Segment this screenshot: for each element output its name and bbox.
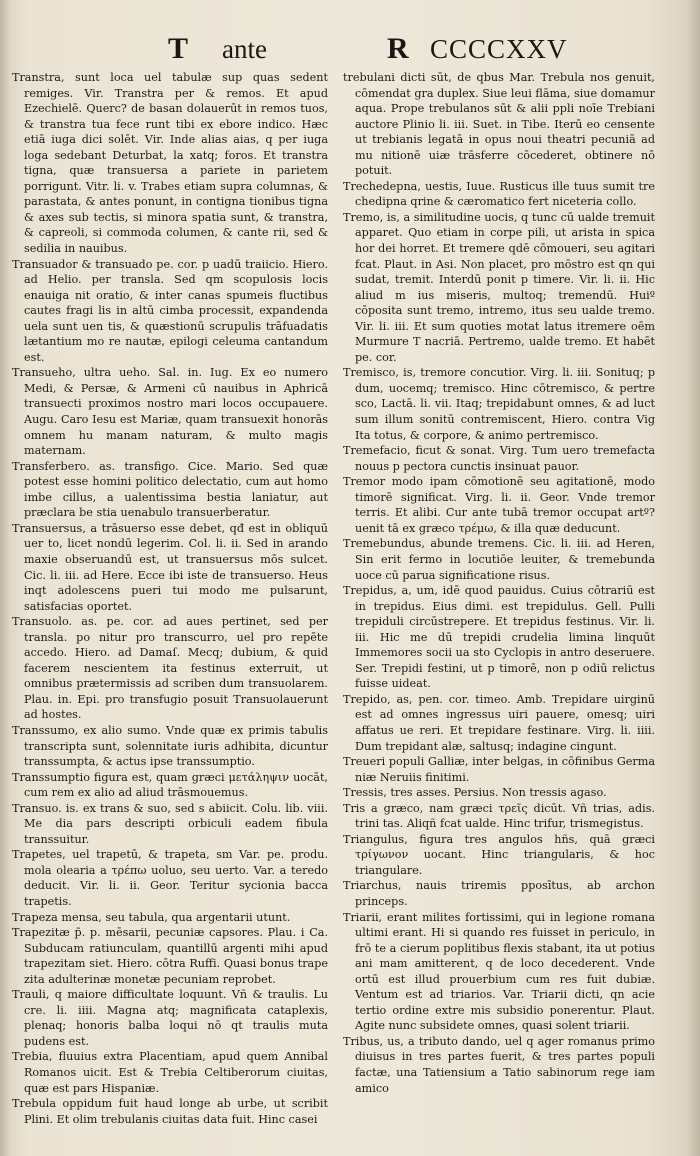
entry-trebia: Trebia, fluuius extra Placentiam, apud quem Annibal Romanos uicit. Est & Trebia Celtiberorum ciuitas, quæ est pars Hispaniæ. [12,1050,328,1095]
entry-trapeza: Trapeza mensa, seu tabula, qua argentarii utunt. [12,910,291,924]
entry-transsumo: Transsumo, ex alio sumo. Vnde quæ ex primis tabulis transcripta sunt, solennitate iuris adhibita, dicuntur transsumpta, & actus ipse transsumptio. [12,723,328,769]
entry-transueho: Transueho, ultra ueho. Sal. in. Iug. Ex eo numero Medi, & Persæ, & Armeni cū nauibus in Aphricā transuecti proximos nostro mari locos occupauere. Augu. Caro Iesu est Mariæ, quam transuexit honorās omnem hu manam naturam, & multo magis maternam. [12,366,328,458]
entry-triarchus: Triarchus, nauis triremis pposītus, ab archon princeps. [343,879,655,908]
running-head-word: ante [222,34,267,64]
entry-transuersus: Transuersus, a trāsuerso esse debet, qđ est in obliquū uer to, licet nondū legerim. Col. li. ii. Sed in arando maxie obseruandū est, ut transuersus mōs sulcet. Cic. li. iii. ad Here. Ecce ibi iste de transuerso. Heus inqt adolescens pueri tui modo me pulsarunt, satisfacias oportet. [12,521,328,613]
right-column [343,70,655,1096]
entry-triarii: Triarii, erant milites fortissimi, qui in legione romana ultimi erant. Hi si quando res fuisset in periculo, in frō te a cierum poplitibus flexis stabant, ita ut potius ani mam amitterent, q de loco decederent. Vnde ortū est illud prouerbium cum res fuit dubiæ. Ventum est ad triarios. Var. Triarii dicti, qn acie tertio ordine extre mis subsidio ponerentur. Plaut. Agite nunc subsidete omnes, quasi solent triarii. [343,910,655,1033]
entry-trechedepna: Trechedepna, uestis, Iuue. Rusticus ille tuus sumit tre chedipna qrine & cæromatico fert niceteria collo. [343,179,655,209]
folio-number: CCCCXXV [430,34,568,64]
page-edge-shadow [686,0,700,1156]
entry-transtra: Transtra, sunt loca uel tabulæ sup quas sedent remiges. Vir. Transtra per & remos. Et apud Ezechielē. Querc? de basan dolauerūt in remos tuos, & transtra tua fece runt tibi ex ebore indico. Hæc etiā iuga dici solēt. Vir. Inde alias aias, q per iuga loga sedebant Deturbat, la xatq; foros. Et transtra tigna, quæ transuersa a pariete in parietem porrigunt. Vitr. li. v. Trabes etiam supra columnas, & parastata, & antes ponunt, in contigna tionibus tigna & axes sub tectis, si minora spatia sunt, & transtra, & capreoli, si commoda columen, & cante rii, sed & sedilia in nauibus. [12,71,328,256]
entry-tris: Tris a græco, nam græci τρεῖς dicūt. Vñ trias, adis. trini tas. Aliqñ fcat ualde. Hinc trifur, trismegistus. [343,801,655,831]
running-head-initial-left: T [168,32,189,65]
entry-tremo: Tremo, is, a similitudine uocis, q tunc cū ualde tremuit apparet. Quo etiam in corpe pili, ut arista in spica hor dei horret. Et tremere qdē cōmoueri, seu agitari fcat. Plaut. in Asi. Non placet, pro mōstro est qn qui sudat, tremit. Interdū ponit p timere. Vir. li. ii. Hic aliud m ius miseris, multoq; tremendū. Huiº cōposita sunt tremo, intremo, itus seu ualde tremo. Vir. li. iii. Et sum quoties motat latus itremere oēm Murmure T nacriā. Pertremo, ualde tremo. Et habēt pe. cor. [343,210,655,364]
entry-trepidus: Trepidus, a, um, idē quod pauidus. Cuius cōtrariū est in trepidus. Eius dimi. est trepidulus. Gell. Pulli trepiduli circūstrepere. Et trepidus festinus. Vir. li. iii. Hic me dū trepidi crudelia limina linquūt Immemores socii ua sto Cyclopis in antro deseruere. Ser. Trepidi festini, ut p timorē, non p odiū relictus fuisse uideat. [343,584,655,691]
running-head [0,32,700,68]
entry-transuo: Transuo. is. ex trans & suo, sed s abiicit. Colu. lib. viii. Me dia pars descripti orbiculi eadem fibula transsuitur. [12,801,328,846]
entry-trebula: Trebula oppidum fuit haud longe ab urbe, ut scribit Plini. Et olim trebulanis ciuitas data fuit. Hinc casei [12,1097,328,1126]
entry-trauli: Trauli, q maiore difficultate loquunt. Vñ & traulis. Lu cre. li. iiii. Magna atq; magnificata cataplexis, plenaq; honoris balba loqui nō qt traulis muta pudens est. [12,988,328,1048]
entry-transuolo: Transuolo. as. pe. cor. ad aues pertinet, sed per transla. po nitur pro transcurro, uel pro repēte accedo. Hiero. ad Damaſ. Mecq; dubium, & quid facerem nescientem ita festinus exterruit, ut omnibus prætermissis ad scriben dum transuolarem. Plau. in. Epi. pro transfugio posuit Transuolauerunt ad hostes. [12,615,328,722]
entry-tremefacio: Tremefacio, ficut & sonat. Virg. Tum uero tremefacta nouus p pectora cunctis insinuat pauor. [343,444,655,473]
entry-triangulus: Triangulus, figura tres angulos hñs, quā græci τρίγωνον uocant. Hinc triangularis, & hoc triangulare. [343,832,655,877]
entry-tremisco: Tremisco, is, tremore concutior. Virg. li. iii. Sonituq; p dum, uocemq; tremisco. Hinc cōtremisco, & pertre sco, Lactā. li. vii. Itaq; trepidabunt omnes, & ad luct sum illum sonitū contremiscent, Hiero. contra Vig Ita totus, & corpore, & animo pertremisco. [343,366,655,442]
entry-trebulani-cont: trebulani dicti sūt, de qbus Mar. Trebula nos genuit, cōmendat gra duplex. Siue leui flāma, siue domamur aqua. Prope trebulanos sūt & alii ppli noīe Trebiani auctore Plinio li. iii. Suet. in Tibe. Iterū eo censente ut trebianis legatā in opus noui theatri pecuniā ad mu nitionē uiæ trāsferre cōcederet, obtinere nō potuit. [343,71,655,178]
entry-tressis: Tressis, tres asses. Persius. Non tressis agaso. [343,786,607,800]
left-column [12,70,328,1127]
entry-trapetes: Trapetes, uel trapetū, & trapeta, sm Var. pe. produ. mola olearia a τρέπω uoluo, seu uerto. Var. a teredo deducit. Vir. li. ii. Geor. Teritur sycionia bacca trapetis. [12,848,328,908]
entry-transferbero: Transferbero. as. transfigo. Cice. Mario. Sed quæ potest esse homini politico delectatio, cum aut homo imbe cillus, a ualentissima bestia laniatur, aut præclara be stia uenabulo transuerberatur. [12,459,328,520]
entry-tremor: Tremor modo ipam cōmotionē seu agitationē, modo timorē significat. Virg. li. ii. Geor. Vnde tremor terris. Et alibi. Cur ante tubā tremor occupat artº? uenit tā ex græco τρέμω, & illa quæ deducunt. [343,475,655,535]
entry-tribus: Tribus, us, a tributo dando, uel q ager romanus primo diuisus in tres partes fuerit, & tres partes populi factæ, una Tatiensium a Tatio sabinorum rege iam amico [343,1034,655,1095]
entry-trapezitae: Trapezitæ p̄. p. mēsarii, pecuniæ capsores. Plau. i Ca. Subducam ratiunculam, quantillū argenti mihi apud trapezitam siet. Hiero. cōtra Ruffi. Quasi bonus trape zita adulterinæ monetæ pecuniam reprobet. [12,926,328,986]
entry-tremebundus: Tremebundus, abunde tremens. Cic. li. iii. ad Heren, Sin erit fermo in locutiōe leuiter, & tremebunda uoce cū parua significatione risus. [343,537,655,582]
entry-transuador: Transuador & transuado pe. cor. p uadū traiicio. Hiero. ad Helio. per transla. Sed qm scopulosis locis enauiga nit oratio, & inter canas spumeis fluctibus cautes fragi lis in altū cimba processit, expandenda uela sunt uen tis, & quæstionū scrupulis trāfuadatis lætantium mo re nautæ, epilogi celeuma cantandum est. [12,257,328,364]
running-head-initial-right: R [387,32,409,65]
page-spine-shadow [0,0,10,1156]
entry-transsumptio: Transsumptio figura est, quam græci μετάληψιν uocāt, cum rem ex alio ad aliud trāsmouemus. [12,770,328,800]
entry-treueri: Treueri populi Galliæ, inter belgas, in cōfinibus Germa niæ Neruiis finitimi. [343,755,655,784]
entry-trepido: Trepido, as, pen. cor. timeo. Amb. Trepidare uirginū est ad omnes ingressus uiri pauere, omesq; uiri affatus ue reri. Et trepidare festinare. Virg. li. iiii. Dum trepidant alæ, saltusq; indagine cingunt. [343,692,655,753]
